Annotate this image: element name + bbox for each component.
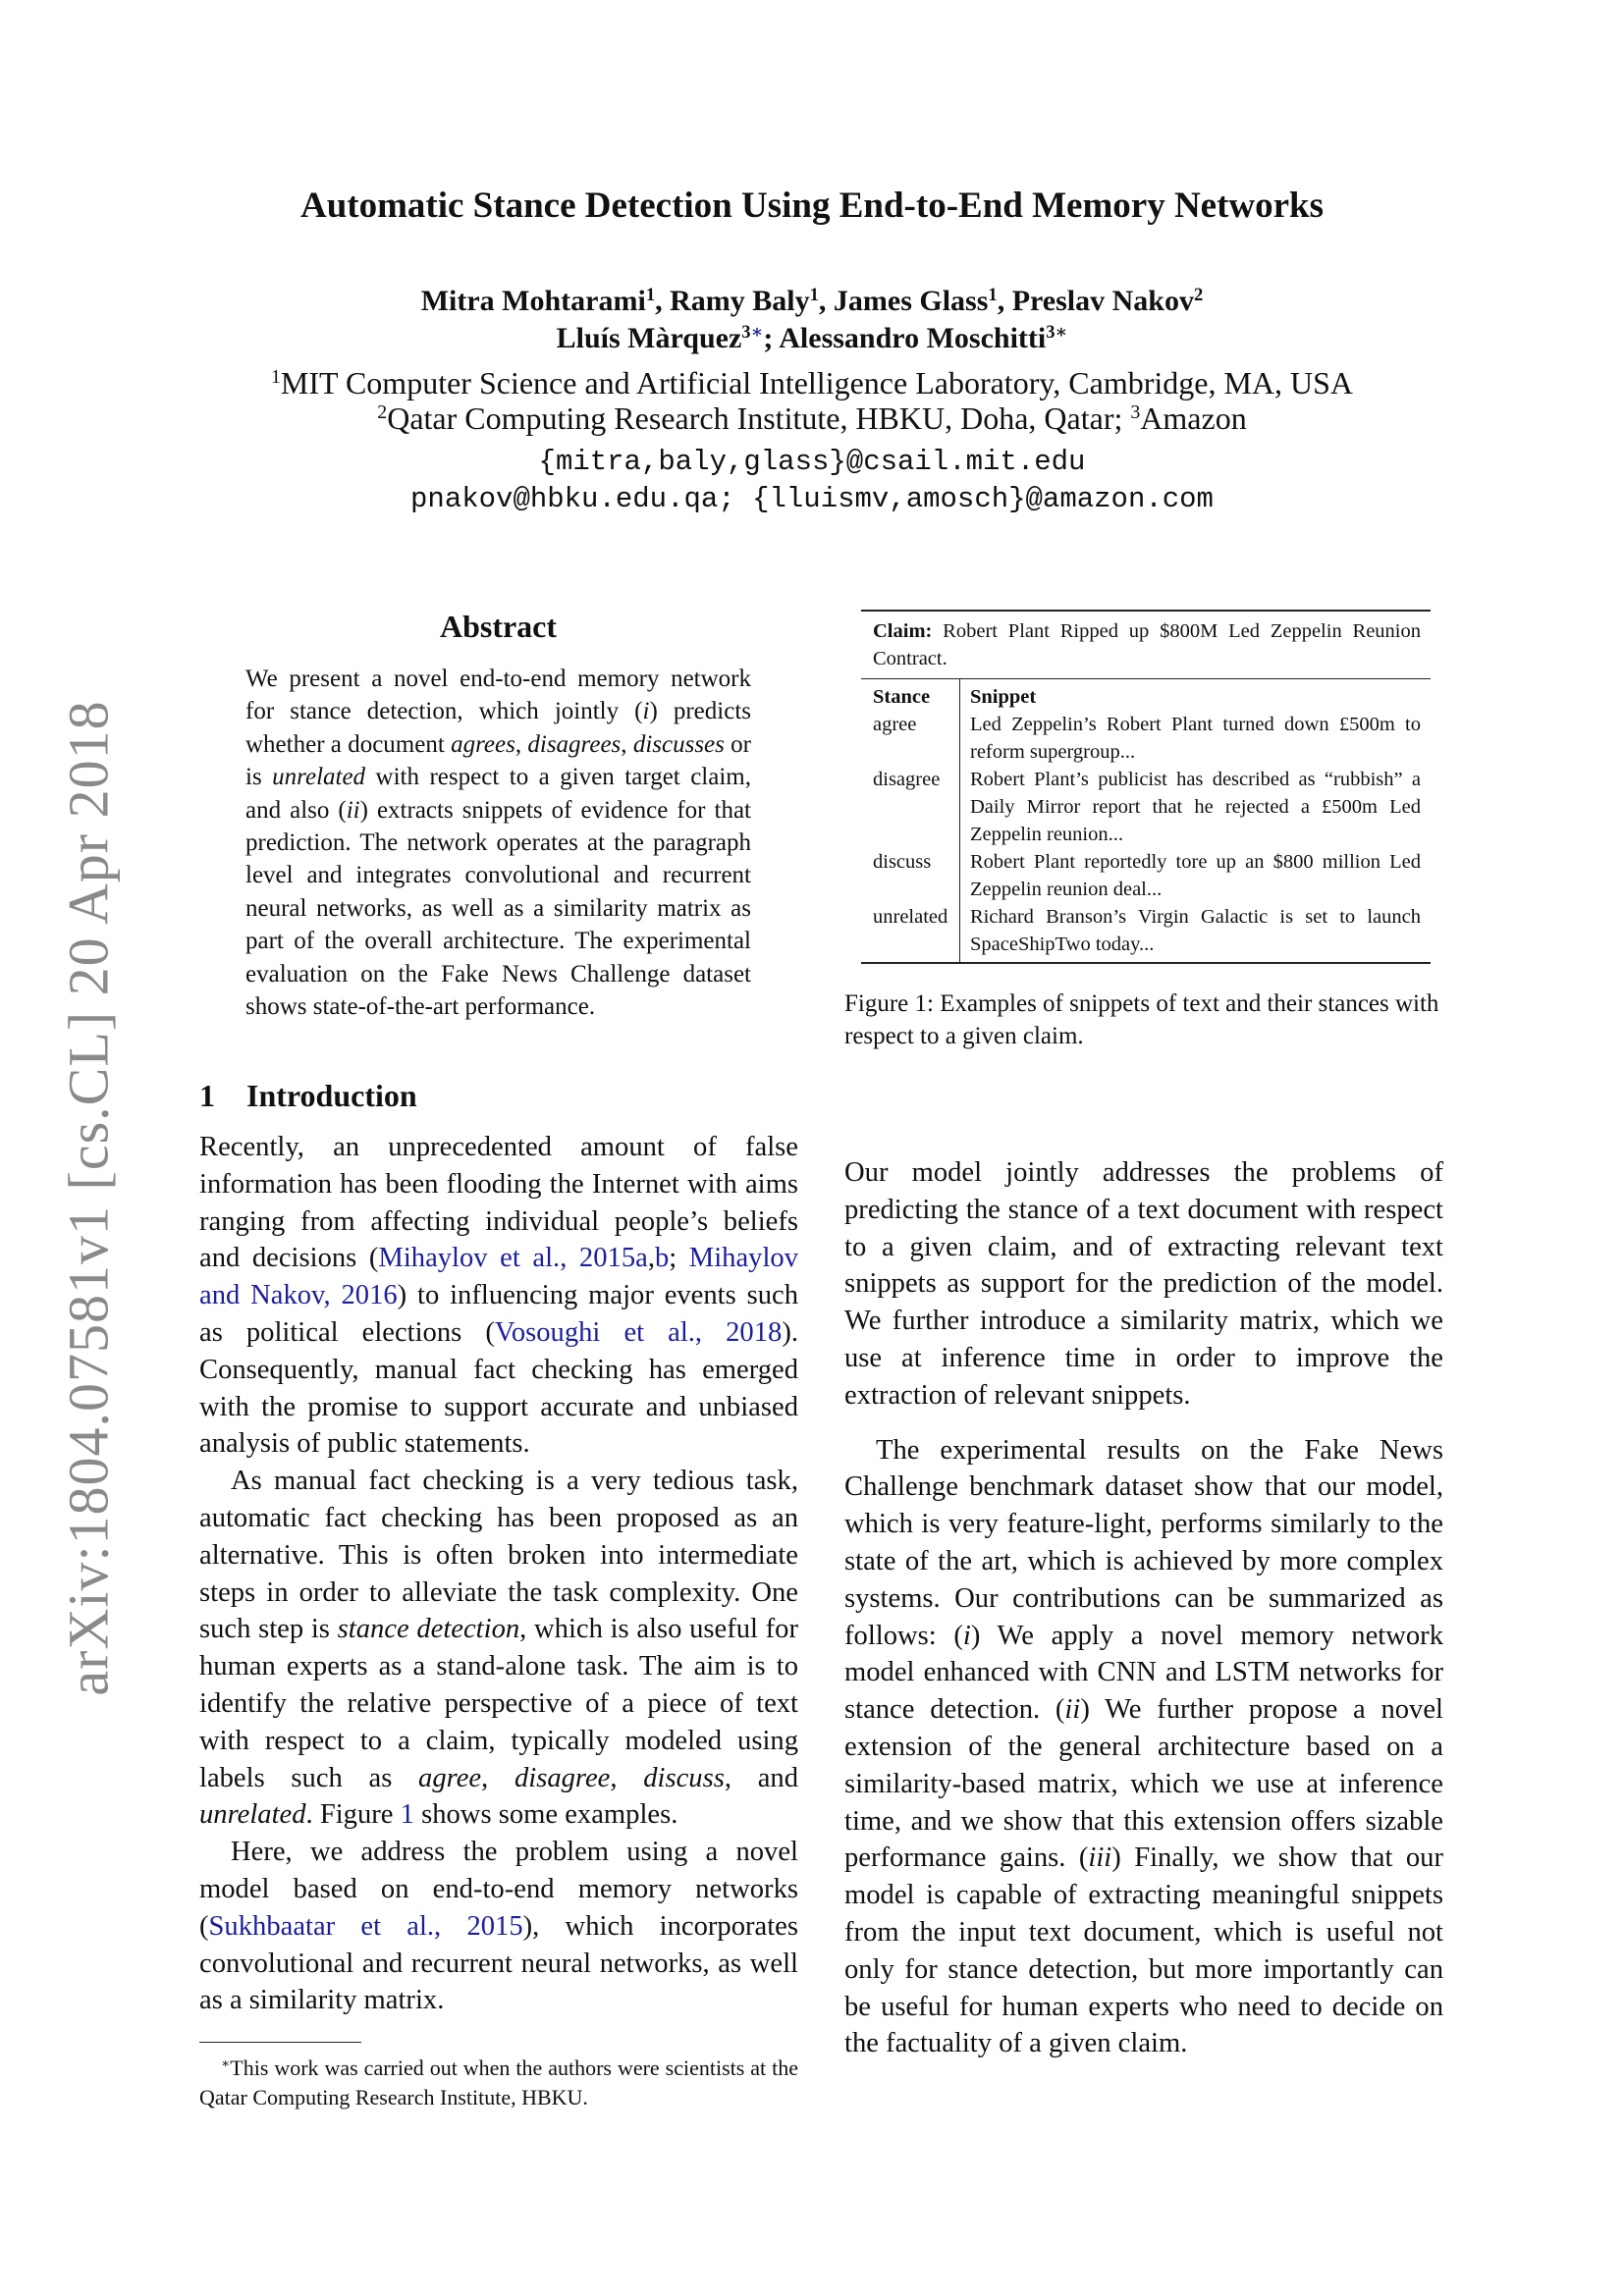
stance-cell: unrelated bbox=[861, 903, 960, 962]
snippet-table bbox=[861, 679, 1431, 962]
figure-1 bbox=[844, 610, 1439, 1052]
citation-link[interactable]: Mihaylov et al., 2015a bbox=[378, 1243, 648, 1274]
arxiv-stamp bbox=[39, 699, 137, 1696]
author-name: Mitra Mohtarami bbox=[420, 285, 646, 317]
section-title: Introduction bbox=[246, 1078, 417, 1113]
author-name: James Glass bbox=[833, 285, 989, 317]
footnote bbox=[199, 2054, 798, 2112]
section-heading bbox=[199, 1078, 417, 1114]
left-column bbox=[199, 1129, 798, 2019]
paragraph: The experimental results on the Fake News Challenge benchmark dataset show that our model, which is very feature-light, performs similarly to the state of the art, which is achieved by more complex systems. Our contributions can be summarized as follows: (i) We apply a novel memory network model enhanced with CNN and LSTM networks for stance detection. (ii) We further propose a novel extension of the general architecture based on a similarity-based matrix, which we use at inference time, and we show that this extension offers sizable performance gains. (iii) Finally, we show that our model is capable of extracting meaningful snippets from the input text document, which is useful not only for stance detection, but more importantly can be useful for human experts who need to decide on the factuality of a given claim. bbox=[844, 1434, 1443, 2059]
stance-cell: disagree bbox=[861, 766, 960, 848]
affiliation-marker: 1 bbox=[270, 366, 281, 389]
table-row bbox=[861, 766, 1431, 848]
affiliation bbox=[0, 400, 1624, 437]
stance-cell: agree bbox=[861, 711, 960, 766]
citation-link[interactable]: b bbox=[654, 1243, 670, 1274]
affiliation-marker: 2 bbox=[1193, 284, 1204, 305]
snippet-cell: Richard Branson’s Virgin Galactic is set to launch SpaceShipTwo today... bbox=[970, 906, 1421, 955]
affiliation-marker: 3 bbox=[741, 321, 751, 343]
email-line: pnakov@hbku.edu.qa; {lluismv,amosch}@amazon.com bbox=[410, 483, 1214, 515]
column-header-stance: Stance bbox=[861, 679, 960, 711]
table-header-row bbox=[861, 679, 1431, 711]
abstract bbox=[245, 609, 751, 1023]
figure-caption: Figure 1: Examples of snippets of text and their stances with respect to a given claim. bbox=[844, 990, 1439, 1049]
affiliation-marker: 3 bbox=[1130, 401, 1141, 424]
footnote-rule bbox=[199, 2042, 361, 2043]
affiliation-text: Amazon bbox=[1140, 400, 1247, 436]
author-name: Lluís Màrquez bbox=[556, 322, 742, 354]
paragraph: As manual fact checking is a very tedious task, automatic fact checking has been proposed as an alternative. This is often broken into intermediate steps in order to alleviate the task complexity. One such step is stance detection, which is also useful for human experts as a stand-alone task. The aim is to identify the relative perspective of a piece of text with respect to a claim, typically modeled using labels such as agree, disagree, discuss, and unrelated. Figure 1 shows some examples. bbox=[199, 1466, 799, 1831]
section-number: 1 bbox=[199, 1078, 215, 1113]
affiliation-text: Qatar Computing Research Institute, HBKU, Doha, Qatar; bbox=[387, 400, 1131, 436]
snippet-cell: Robert Plant’s publicist has described as “rubbish” a Daily Mirror report that he rejected a £500m Led Zeppelin reunion... bbox=[970, 769, 1421, 845]
author-name: Ramy Baly bbox=[670, 285, 810, 317]
affiliation-marker: 1 bbox=[809, 284, 819, 305]
citation-link[interactable]: Sukhbaatar et al., 2015 bbox=[208, 1910, 523, 1942]
affiliation-marker: 2 bbox=[377, 401, 388, 424]
affiliation-marker: 3∗ bbox=[1046, 321, 1068, 343]
right-column bbox=[844, 1154, 1443, 2062]
affiliation-marker: 1 bbox=[645, 284, 656, 305]
author-list: Mitra Mohtarami$^1$, Ramy Baly$^1$, James Glass$^1$, Preslav Nakov$^2$ bbox=[420, 284, 1204, 317]
snippet-cell: Robert Plant reportedly tore up an $800 million Led Zeppelin reunion deal... bbox=[970, 851, 1421, 900]
paragraph: Recently, an unprecedented amount of false information has been flooding the Internet with aims ranging from affecting individual people’s beliefs and decisions (Mihaylov et al., 2015a,b; Mihaylov and Nakov, 2016) to influencing major events such as political elections (Vosoughi et al., 2018). Consequently, manual fact checking has emerged with the promise to support accurate and unbiased analysis of public statements. bbox=[199, 1132, 798, 1460]
author-name: Preslav Nakov bbox=[1011, 285, 1194, 317]
footnote-link[interactable]: ∗ bbox=[750, 321, 764, 343]
affiliation bbox=[0, 365, 1624, 401]
stance-cell: discuss bbox=[861, 848, 960, 903]
footnote-text: This work was carried out when the authors were scientists at the Qatar Computing Research Institute, HBKU. bbox=[199, 2056, 798, 2109]
affiliation-text: MIT Computer Science and Artificial Intelligence Laboratory, Cambridge, MA, USA bbox=[280, 365, 1354, 400]
affiliation-marker: 1 bbox=[988, 284, 998, 305]
column-header-snippet: Snippet bbox=[970, 686, 1037, 708]
arxiv-identifier: arXiv:1804.07581v1 [cs.CL] 20 Apr 2018 bbox=[56, 699, 121, 1696]
table-row bbox=[861, 711, 1431, 766]
citation-link[interactable]: Mihaylov and Nakov, 2016 bbox=[199, 1243, 798, 1311]
footnote-mark: ∗ bbox=[221, 2056, 231, 2071]
paragraph: Our model jointly addresses the problems of predicting the stance of a text document with respect to a given claim, and of extracting relevant text snippets as support for the prediction of the model. We further introduce a similarity matrix, which we use at inference time in order to improve the extraction of relevant snippets. bbox=[844, 1157, 1443, 1411]
paragraph: Here, we address the problem using a novel model based on end-to-end memory networks (Sukhbaatar et al., 2015), which incorporates convolutional and recurrent neural networks, as well as a similarity matrix. bbox=[199, 1837, 798, 2016]
snippet-cell: Led Zeppelin’s Robert Plant turned down £500m to reform supergroup... bbox=[970, 714, 1421, 763]
citation-link[interactable]: Vosoughi et al., 2018 bbox=[494, 1316, 783, 1348]
paper-title: Automatic Stance Detection Using End-to-End Memory Networks bbox=[299, 186, 1325, 226]
abstract-heading: Abstract bbox=[439, 609, 558, 644]
email-line: {mitra,baly,glass}@csail.mit.edu bbox=[538, 446, 1086, 478]
table-row bbox=[861, 903, 1431, 962]
table-row bbox=[861, 848, 1431, 903]
figure-ref-link[interactable]: 1 bbox=[400, 1799, 414, 1831]
claim-text: Robert Plant Ripped up $800M Led Zeppelin Reunion Contract. bbox=[873, 620, 1421, 669]
author-name: Alessandro Moschitti bbox=[779, 322, 1047, 354]
claim-row bbox=[861, 612, 1431, 679]
author-list-continued: Lluís Màrquez$^{3∗}$; Alessandro Moschitti$^{3∗}$ bbox=[556, 321, 1068, 354]
figure-table bbox=[861, 610, 1431, 964]
claim-label: Claim: bbox=[873, 620, 933, 642]
abstract-text: We present a novel end-to-end memory network for stance detection, which jointly (i) predicts whether a document agrees, disagrees, discusses or is unrelated with respect to a given target claim, and also (ii) extracts snippets of evidence for that prediction. The network operates at the paragraph level and integrates convolutional and recurrent neural networks, as well as a similarity matrix as part of the overall architecture. The experimental evaluation on the Fake News Challenge dataset shows state-of-the-art performance. bbox=[245, 666, 752, 1021]
